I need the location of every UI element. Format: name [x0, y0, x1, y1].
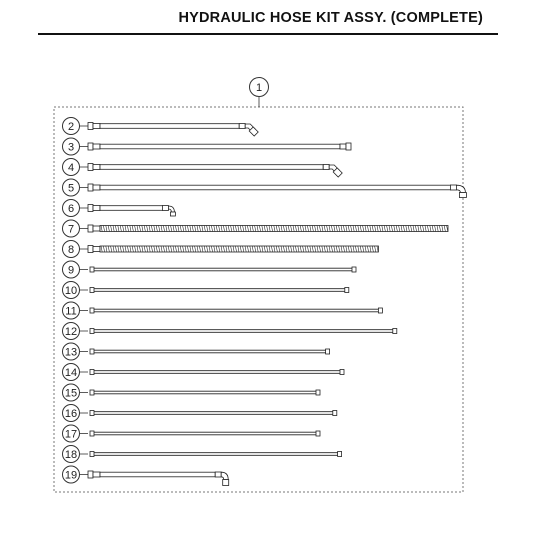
start-nut [88, 123, 93, 130]
end-ferrule [340, 144, 346, 149]
hose-list [63, 118, 467, 486]
tube-end-fitting [90, 431, 94, 436]
tube-end-fitting [333, 411, 337, 416]
hose-row-4 [63, 159, 343, 178]
callout-label: 12 [64, 326, 78, 338]
end-nut [459, 193, 466, 198]
tube-end-fitting [316, 431, 320, 436]
tube-end-fitting [90, 452, 94, 457]
end-bend [168, 206, 174, 212]
tube-end-fitting [90, 411, 94, 416]
callout-label: 8 [67, 244, 75, 256]
tube-end-fitting [90, 370, 94, 375]
hose-row-11 [63, 302, 383, 319]
hose-row-16 [63, 405, 337, 422]
start-nut [88, 471, 93, 478]
tube-end-fitting [393, 329, 397, 334]
hose-row-12 [63, 323, 397, 340]
callout-label: 7 [67, 223, 75, 236]
callout-label: 13 [64, 346, 78, 359]
end-elbow-90 [456, 185, 465, 192]
end-ferrule [162, 206, 168, 211]
callout-label: 19 [64, 469, 78, 482]
tube-end-fitting [378, 308, 382, 313]
start-nut [88, 205, 93, 212]
tube-end-fitting [90, 288, 94, 293]
hose-body [100, 144, 340, 149]
tube-end-fitting [90, 390, 94, 395]
tube-end-fitting [316, 390, 320, 395]
hose-row-6 [63, 200, 176, 217]
start-ferrule [93, 472, 100, 477]
callout-label: 10 [64, 285, 78, 297]
start-nut [88, 225, 93, 232]
end-ferrule [323, 165, 329, 170]
hose-row-5 [63, 179, 467, 198]
start-nut [88, 143, 93, 150]
start-ferrule [93, 185, 100, 190]
hose-body [100, 185, 450, 190]
end-nut [170, 212, 175, 216]
start-nut [88, 184, 93, 191]
tube-end-fitting [90, 329, 94, 334]
start-ferrule [93, 247, 100, 252]
callout-label: 11 [65, 305, 77, 318]
tube-end-fitting [90, 308, 94, 313]
start-ferrule [93, 144, 100, 149]
tube-end-fitting [326, 349, 330, 354]
hose-body [100, 124, 239, 129]
end-nut [223, 480, 229, 486]
tube-end-fitting [90, 267, 94, 272]
hose-row-19 [63, 466, 229, 486]
tube-end-fitting [352, 267, 356, 272]
hose-row-17 [63, 425, 321, 442]
tube-end-fitting [345, 288, 349, 293]
callout-label: 4 [67, 162, 75, 174]
tube-end-fitting [90, 349, 94, 354]
callout-label: 9 [67, 264, 75, 277]
callout-label: 2 [67, 121, 75, 133]
callout-label: 17 [64, 428, 78, 441]
hose-row-9 [63, 261, 357, 278]
callout-label: 14 [64, 367, 78, 379]
tube-end-fitting [338, 452, 342, 457]
callout-label: 5 [67, 182, 75, 195]
hose-row-15 [63, 384, 321, 401]
callout-label: 16 [64, 408, 78, 420]
tube-end-fitting [340, 370, 344, 375]
start-ferrule [93, 165, 100, 170]
callout-label: 3 [67, 141, 75, 154]
start-ferrule [93, 206, 100, 211]
start-ferrule [93, 124, 100, 129]
end-ferrule [239, 124, 245, 129]
end-bend [221, 472, 228, 479]
hose-row-18 [63, 446, 342, 463]
hose-row-14 [63, 364, 345, 381]
end-ferrule [450, 185, 456, 190]
callout-label: 15 [64, 387, 78, 400]
hose-body [100, 206, 162, 211]
callout-label: 18 [64, 449, 78, 461]
hose-row-8 [63, 241, 379, 258]
page-title: HYDRAULIC HOSE KIT ASSY. (COMPLETE) [178, 10, 483, 26]
hose-row-13 [63, 343, 330, 360]
callout-label: 6 [67, 203, 75, 215]
hose-row-3 [63, 138, 352, 155]
hose-body [100, 165, 323, 170]
hose-row-7 [63, 220, 449, 237]
start-nut [88, 246, 93, 253]
assembly-callout-label: 1 [255, 82, 263, 94]
hose-body [100, 472, 215, 477]
hose-row-2 [63, 118, 259, 137]
end-nut [346, 143, 351, 150]
hose-row-10 [63, 282, 349, 299]
start-ferrule [93, 226, 100, 231]
end-ferrule [215, 472, 221, 477]
start-nut [88, 164, 93, 171]
